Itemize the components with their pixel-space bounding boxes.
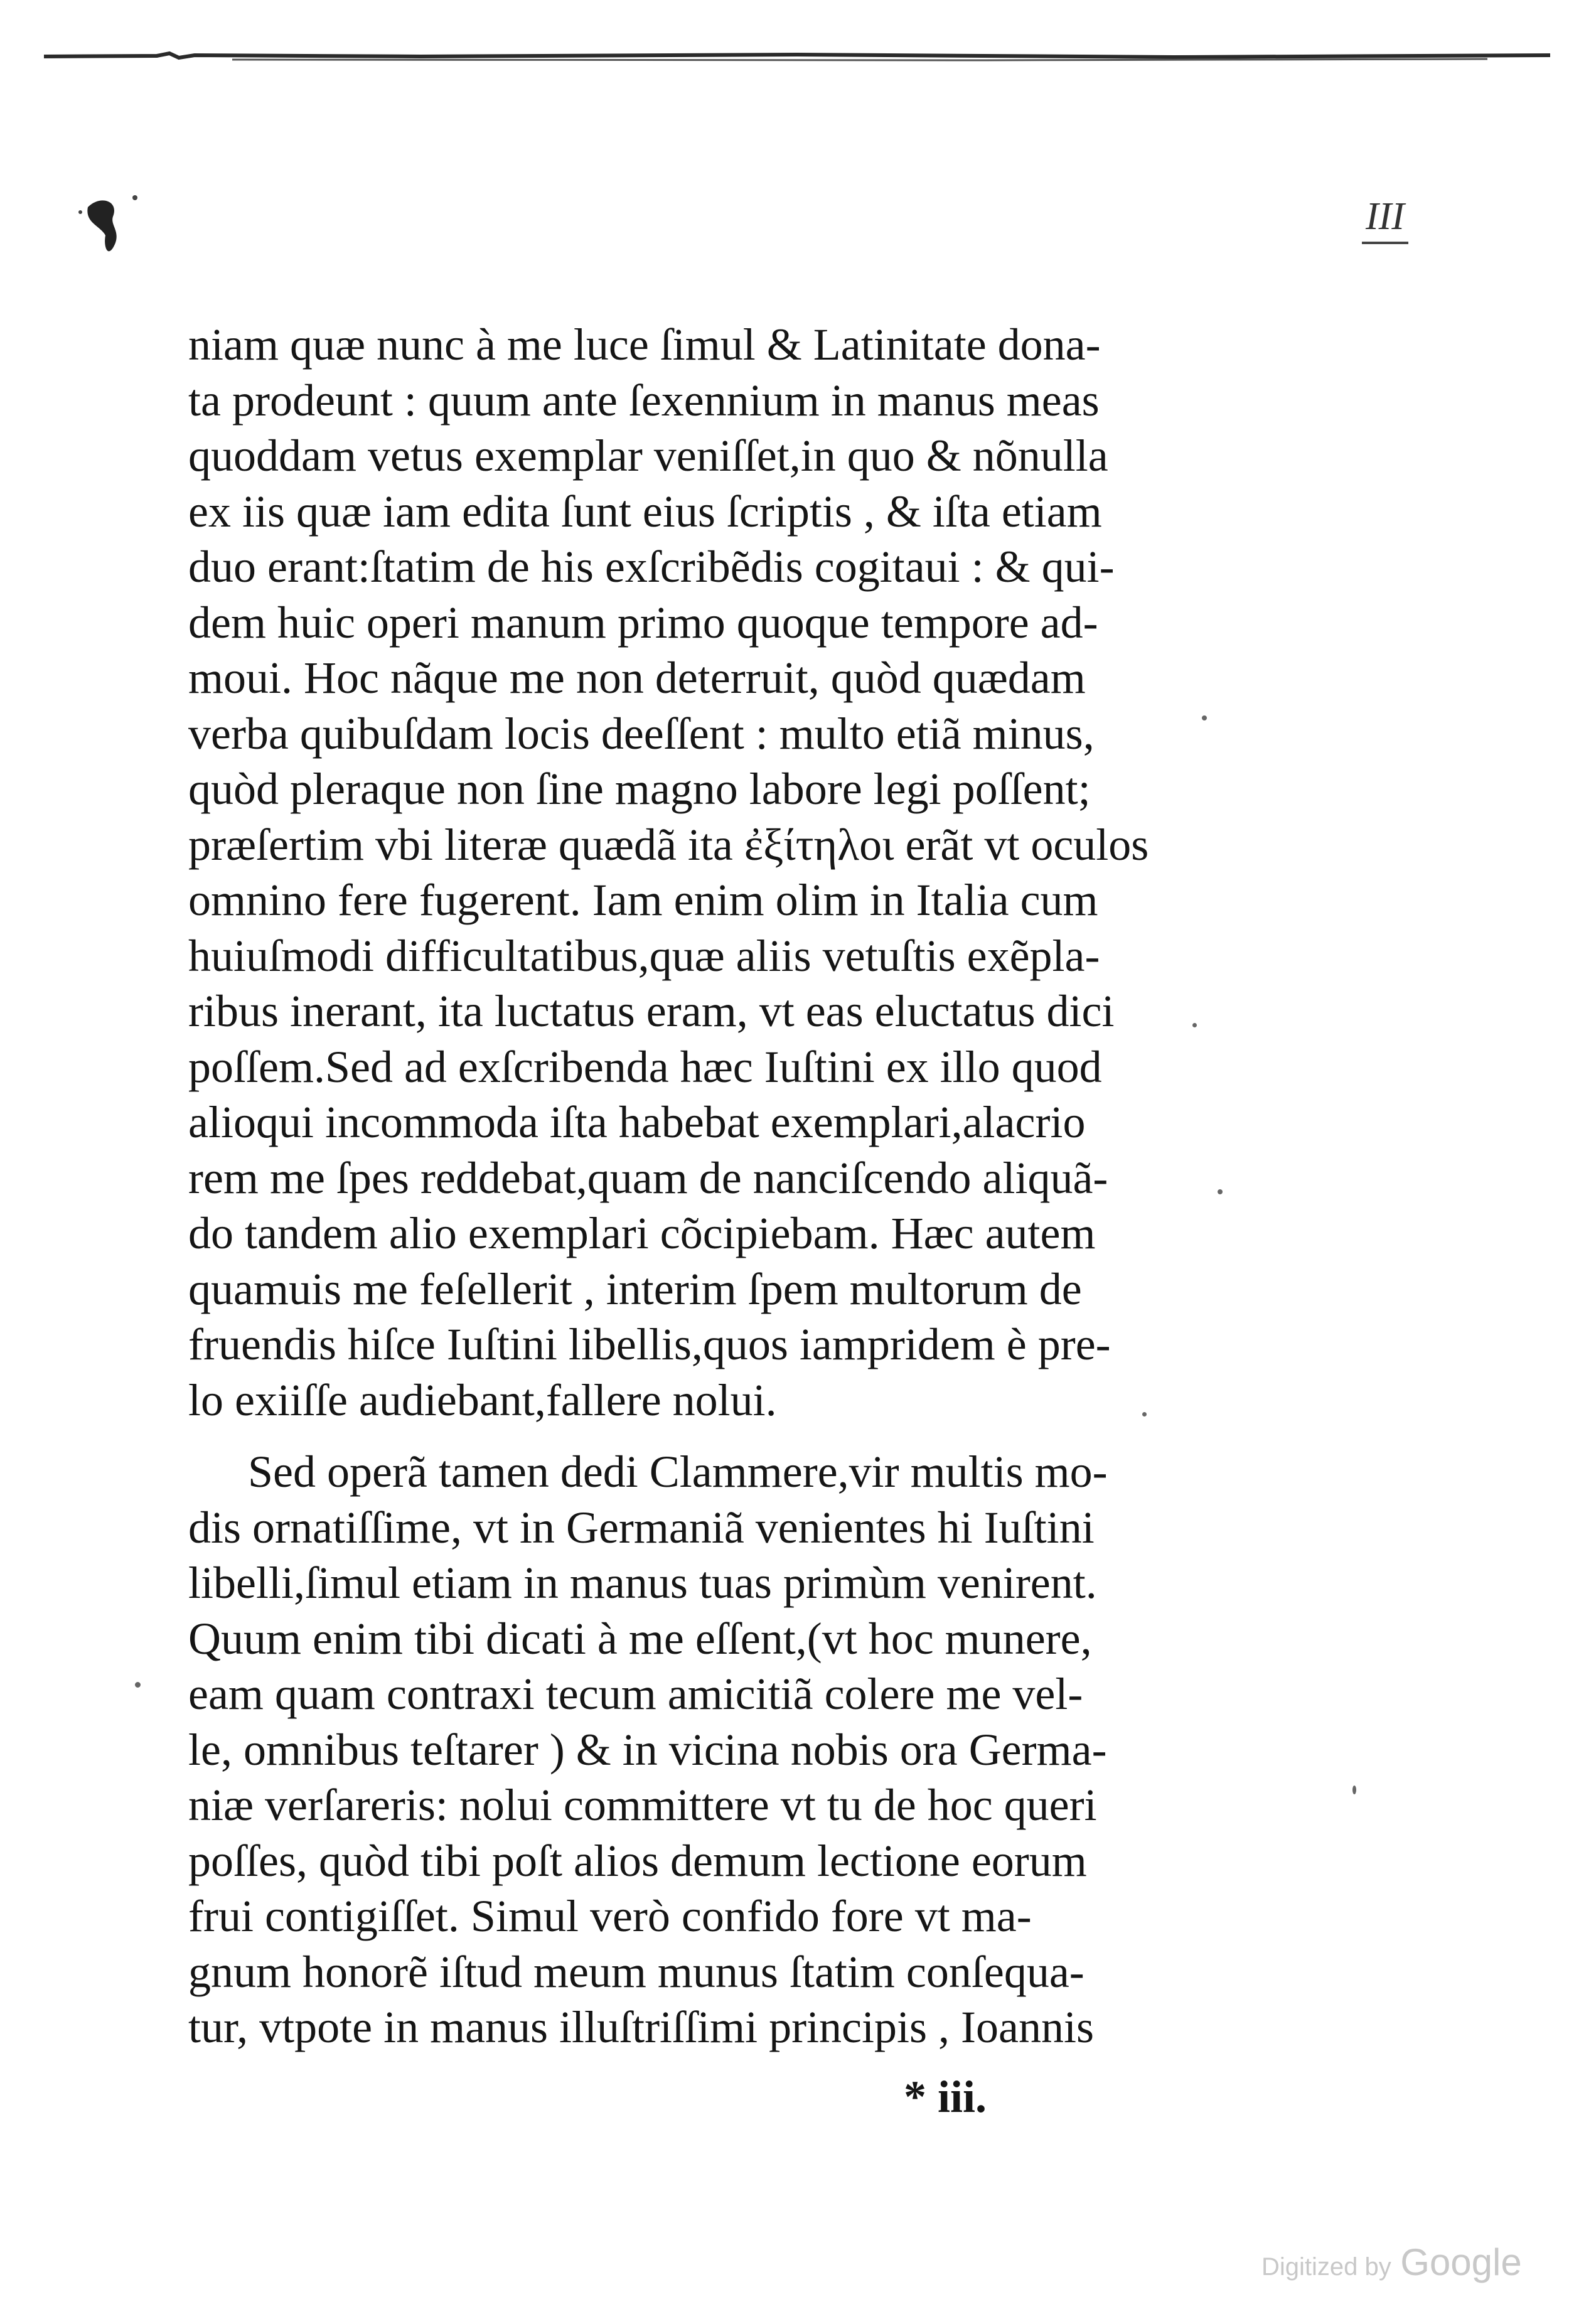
- text-line: ribus inerant, ita luctatus eram, vt eas eluctatus dici: [188, 986, 1115, 1036]
- digitized-watermark: [1261, 2241, 1522, 2284]
- text-line: niam quæ nunc à me luce ſimul & Latinitate dona-: [188, 319, 1101, 370]
- signature-mark: * iii.: [904, 2072, 987, 2122]
- text-line: niæ verſareris: nolui committere vt tu de hoc queri: [188, 1780, 1097, 1830]
- ink-speck: [1142, 1412, 1147, 1416]
- watermark-brand: Google: [1400, 2241, 1522, 2283]
- top-border-rule: [44, 49, 1550, 63]
- ink-speck: [1352, 1786, 1356, 1794]
- text-line: alioqui incommoda iſta habebat exemplari,alacrio: [188, 1097, 1086, 1147]
- text-line: quòd pleraque non ſine magno labore legi poſſent;: [188, 764, 1091, 814]
- ink-speck: [1202, 715, 1207, 720]
- text-line: tur, vtpote in manus illuſtriſſimi principis , Ioannis: [188, 2002, 1094, 2052]
- ink-blot-ornament: [75, 188, 144, 264]
- text-line: le, omnibus teſtarer ) & in vicina nobis ora Germa-: [188, 1724, 1107, 1775]
- paragraph-gap: [188, 1428, 1218, 1444]
- text-line: lo exiiſſe audiebant,fallere nolui.: [188, 1374, 777, 1425]
- text-line: præſertim vbi literæ quædã ita ἐξίτηλοι erãt vt oculos: [188, 819, 1149, 870]
- text-line: ex iis quæ iam edita ſunt eius ſcriptis , & iſta etiam: [188, 486, 1102, 537]
- text-line: libelli,ſimul etiam in manus tuas primùm venirent.: [188, 1558, 1097, 1608]
- text-line: Sed operã tamen dedi Clammere,vir multis mo-: [248, 1447, 1108, 1497]
- text-line: rem me ſpes reddebat,quam de nanciſcendo aliquã-: [188, 1152, 1108, 1203]
- text-line: ta prodeunt : quum ante ſexennium in manus meas: [188, 375, 1100, 426]
- text-line: huiuſmodi difficultatibus,quæ aliis vetuſtis exẽpla-: [188, 930, 1100, 981]
- text-line: poſſem.Sed ad exſcribenda hæc Iuſtini ex illo quod: [188, 1041, 1102, 1092]
- text-line: moui. Hoc nãque me non deterruit, quòd quædam: [188, 653, 1086, 703]
- text-line: fruendis hiſce Iuſtini libellis,quos iampridem è pre-: [188, 1319, 1111, 1369]
- text-line: duo erant:ſtatim de his exſcribẽdis cogitaui : & qui-: [188, 542, 1115, 592]
- text-line: quamuis me feſellerit , interim ſpem multorum de: [188, 1263, 1082, 1314]
- text-line: omnino fere fugerent. Iam enim olim in Italia cum: [188, 875, 1098, 925]
- text-line: dis ornatiſſime, vt in Germaniã venientes hi Iuſtini: [188, 1502, 1095, 1553]
- ink-speck: [135, 1682, 141, 1688]
- text-line: gnum honorẽ iſtud meum munus ſtatim conſequa-: [188, 1946, 1084, 1997]
- ink-speck: [1192, 1023, 1197, 1027]
- page-number: III: [1362, 195, 1408, 244]
- text-line: dem huic operi manum primo quoque tempore ad-: [188, 597, 1098, 648]
- text-line: verba quibuſdam locis deeſſent : multo etiã minus,: [188, 708, 1095, 759]
- body-text: [188, 317, 1218, 2055]
- text-line: do tandem alio exemplari cõcipiebam. Hæc autem: [188, 1208, 1096, 1258]
- text-line: quoddam vetus exemplar veniſſet,in quo & nõnulla: [188, 431, 1108, 481]
- ink-speck: [1218, 1189, 1223, 1194]
- text-line: eam quam contraxi tecum amicitiã colere me vel-: [188, 1669, 1083, 1719]
- text-line: frui contigiſſet. Simul verò confido fore vt ma-: [188, 1891, 1032, 1941]
- watermark-prefix: Digitized by: [1261, 2253, 1391, 2281]
- text-line: Quum enim tibi dicati à me eſſent,(vt hoc munere,: [188, 1613, 1092, 1664]
- text-line: poſſes, quòd tibi poſt alios demum lectione eorum: [188, 1835, 1087, 1886]
